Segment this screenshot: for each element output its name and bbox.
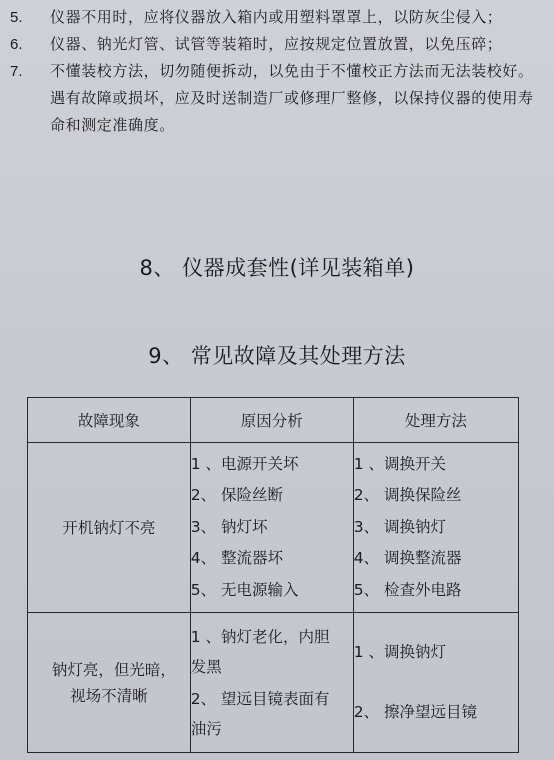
- symptom-cell: [28, 613, 191, 753]
- symptom-line: 视场不清晰: [70, 686, 148, 705]
- table-header-row: [28, 398, 519, 443]
- cause-item: 1 、电源开关坏: [190, 454, 299, 473]
- remedy-item: 1 、调换开关: [353, 454, 447, 473]
- cause-item: 1 、钠灯老化，内胆发黑: [190, 627, 330, 676]
- remedy-item: 3、 调换钠灯: [353, 517, 447, 536]
- symptom-cell: 开机钠灯不亮: [28, 443, 191, 613]
- item-number: 5.: [10, 9, 23, 26]
- list-item: [10, 4, 540, 31]
- remedy-item: 2、 擦净望远目镜: [353, 702, 478, 721]
- cause-item: 5、 无电源输入: [190, 580, 299, 599]
- fault-table: [27, 397, 519, 753]
- maintenance-notes-list: [10, 4, 540, 139]
- section-heading-kit: 8、 仪器成套性(详见装箱单): [139, 256, 415, 280]
- cause-item: 2、 保险丝断: [190, 486, 284, 505]
- table-row: [28, 443, 519, 613]
- table-row: [28, 613, 519, 753]
- item-number: 6.: [10, 36, 23, 53]
- column-header-remedy: 处理方法: [353, 398, 518, 443]
- remedy-item: 2、 调换保险丝: [353, 486, 462, 505]
- cause-item: 4、 整流器坏: [190, 549, 284, 568]
- cause-item: 3、 钠灯坏: [190, 517, 268, 536]
- remedy-item: 1 、调换钠灯: [353, 643, 447, 661]
- symptom-line: 钠灯亮，但光暗，: [51, 660, 176, 679]
- cause-cell: [190, 613, 353, 753]
- column-header-cause: 原因分析: [190, 398, 353, 443]
- cause-item: 2、 望远目镜表面有油污: [190, 689, 330, 738]
- list-item: [10, 31, 540, 58]
- item-text: 仪器、钠光灯管、试管等装箱时，应按规定位置放置，以免压碎；: [50, 35, 503, 53]
- cause-cell: [190, 443, 353, 613]
- remedy-cell: [353, 443, 518, 613]
- item-number: 7.: [10, 63, 23, 80]
- section-heading-faults: 9、 常见故障及其处理方法: [148, 344, 406, 368]
- item-text: 仪器不用时，应将仪器放入箱内或用塑料罩罩上，以防灰尘侵入；: [50, 8, 503, 26]
- remedy-cell: [353, 613, 518, 753]
- column-header-symptom: 故障现象: [28, 398, 191, 443]
- remedy-item: 5、 检查外电路: [353, 580, 462, 599]
- remedy-item: 4、 调换整流器: [353, 549, 462, 568]
- list-item: [10, 58, 540, 139]
- item-text: 不懂装校方法，切勿随便拆动，以免由于不懂校正方法而无法装校好。遇有故障或损坏，应及时送制造厂或修理厂整修，以保持仪器的使用寿命和测定准确度。: [50, 62, 534, 134]
